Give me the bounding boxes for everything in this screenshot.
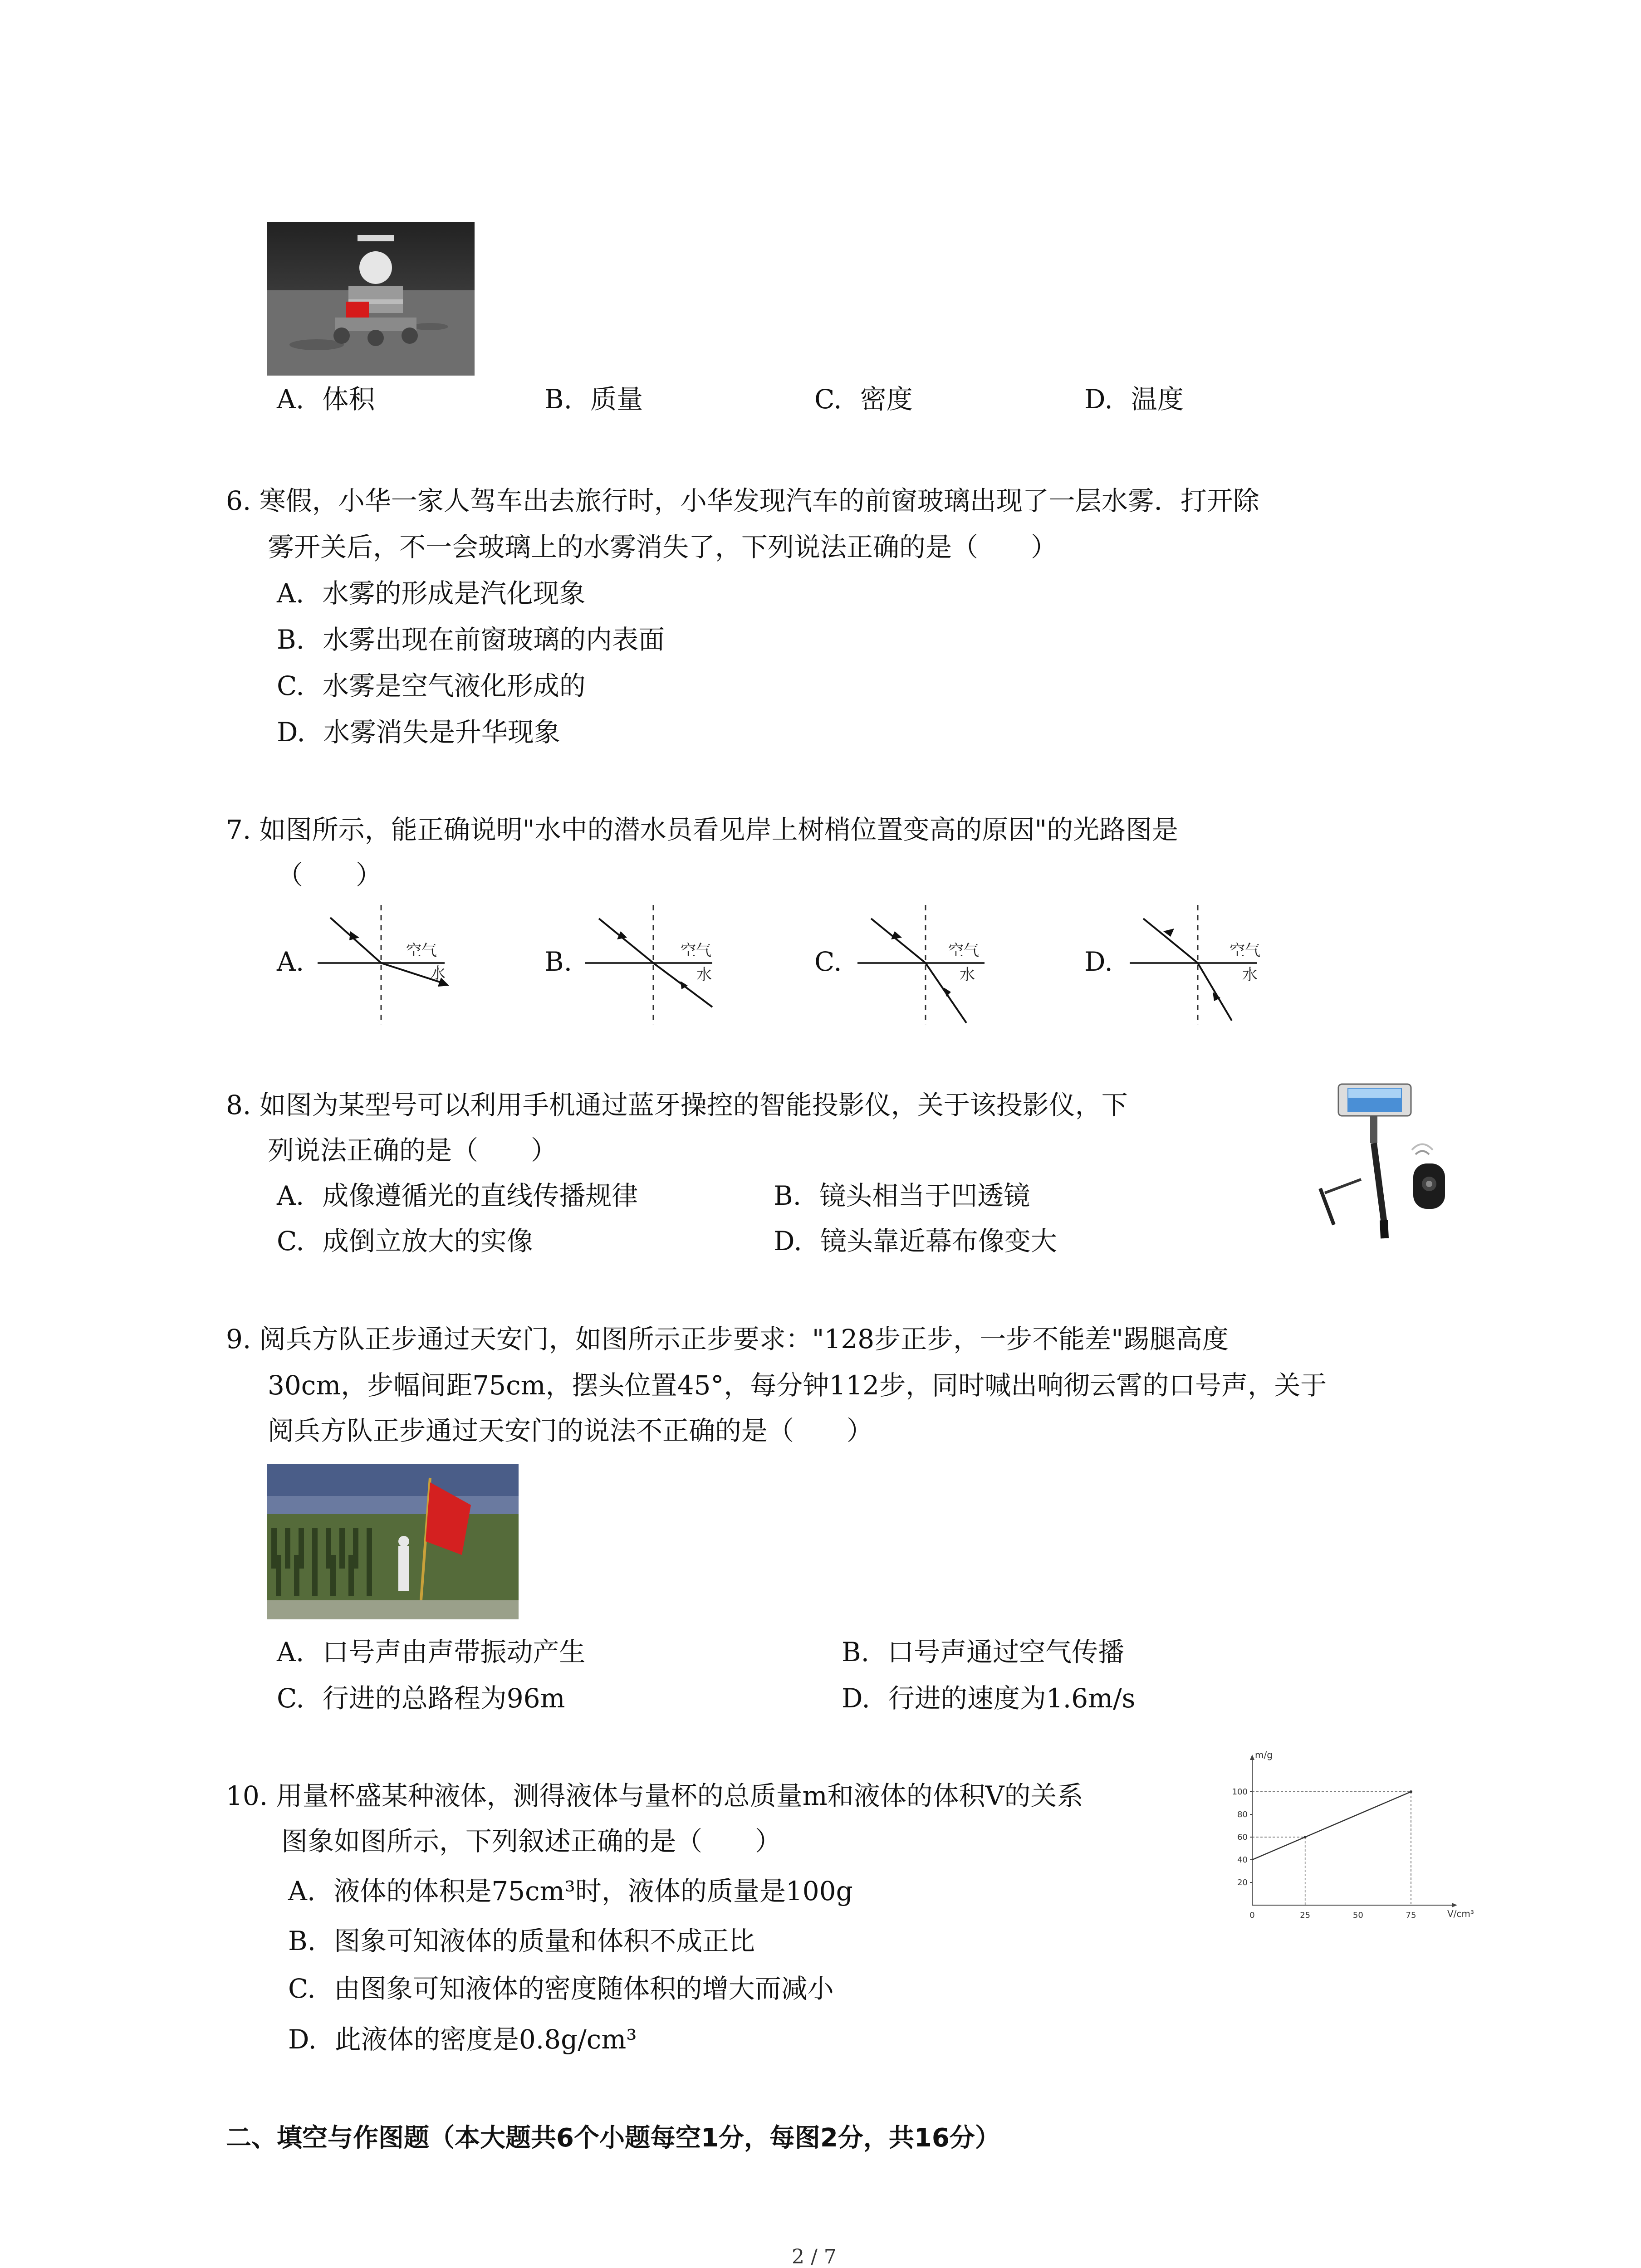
q10-stem-line1: 10. 用量杯盛某种液体，测得液体与量杯的总质量m和液体的体积V的关系 [226,1780,1083,1811]
q7-option-d-label: D. [1084,946,1113,977]
q7-b-air-label: 空气 [681,942,711,960]
parade-image [267,1464,519,1619]
y-axis-arrow [1250,1755,1254,1760]
q6-option-b: B. 水雾出现在前窗玻璃的内表面 [277,624,665,655]
q10-option-d: D. 此液体的密度是0.8g/cm³ [288,2024,637,2055]
q6-stem-line2: 雾开关后，不一会玻璃上的水雾消失了，下列说法正确的是（ ） [268,532,1058,562]
x-tick-label: 0 [1249,1911,1255,1920]
data-point [1304,1836,1307,1838]
q7-diagram-a [318,905,463,1027]
q7-b-water-label: 水 [696,966,712,984]
q9-option-a: A. 口号声由声带振动产生 [277,1637,586,1667]
lunar-rover-image [267,222,475,376]
q7-c-air-label: 空气 [948,942,979,960]
q10-option-a: A. 液体的体积是75cm³时，液体的质量是100g [288,1876,853,1906]
x-tick-label: 50 [1352,1911,1363,1920]
q6-stem-line1: 6. 寒假，小华一家人驾车出去旅行时，小华发现汽车的前窗玻璃出现了一层水雾．打开除 [226,485,1259,516]
q6-option-a: A. 水雾的形成是汽化现象 [277,578,586,609]
q7-stem-line1: 7. 如图所示，能正确说明"水中的潜水员看见岸上树梢位置变高的原因"的光路图是 [226,814,1179,845]
q7-diagram-c [857,905,1003,1027]
mass-volume-chart [1225,1750,1474,1923]
q5-option-c: C. 密度 [814,384,913,415]
q8-option-d: D. 镜头靠近幕布像变大 [774,1226,1057,1256]
q6-option-c: C. 水雾是空气液化形成的 [277,670,586,701]
q8-option-b: B. 镜头相当于凹透镜 [774,1180,1030,1211]
selfie-stick-image [1316,1080,1461,1243]
q9-stem-line2: 30cm，步幅间距75cm，摆头位置45°，每分钟112步，同时喊出响彻云霄的口号声，关于 [268,1370,1327,1401]
y-tick-label: 40 [1237,1855,1248,1865]
q5-option-b: B. 质量 [544,384,643,415]
data-point [1410,1790,1412,1793]
q8-stem-line1: 8. 如图为某型号可以利用手机通过蓝牙操控的智能投影仪，关于该投影仪，下 [226,1090,1128,1120]
q9-option-d: D. 行进的速度为1.6m/s [842,1683,1136,1714]
q7-diagram-b [585,905,730,1027]
q5-option-a: A. 体积 [277,384,375,415]
q9-stem-line1: 9. 阅兵方队正步通过天安门，如图所示正步要求："128步正步，一步不能差"踢腿高度 [226,1324,1229,1354]
q7-option-c-label: C. [814,946,842,977]
q9-option-c: C. 行进的总路程为96m [277,1683,565,1714]
x-tick-label: 25 [1300,1911,1311,1920]
y-tick-label: 60 [1237,1833,1248,1842]
q7-option-a-label: A. [277,946,304,977]
x-axis-label: V/cm³ [1447,1908,1474,1919]
q9-option-b: B. 口号声通过空气传播 [842,1637,1125,1667]
q8-option-a: A. 成像遵循光的直线传播规律 [277,1180,638,1211]
q7-c-water-label: 水 [960,966,975,984]
series-line [1252,1792,1411,1860]
q10-option-b: B. 图象可知液体的质量和体积不成正比 [288,1926,755,1956]
x-tick-label: 75 [1406,1911,1416,1920]
q8-option-c: C. 成倒立放大的实像 [277,1226,533,1256]
y-tick-label: 100 [1232,1787,1248,1797]
q8-stem-line2: 列说法正确的是（ ） [268,1135,558,1166]
y-tick-label: 80 [1237,1810,1248,1819]
q6-option-d: D. 水雾消失是升华现象 [277,717,560,748]
q10-stem-line2: 图象如图所示，下列叙述正确的是（ ） [281,1826,782,1857]
y-axis-label: m/g [1255,1750,1273,1760]
y-tick-label: 20 [1237,1878,1248,1887]
q7-a-air-label: 空气 [406,942,437,960]
q7-d-water-label: 水 [1242,966,1258,984]
q7-d-air-label: 空气 [1230,942,1260,960]
q7-stem-line2: （ ） [277,860,382,890]
page-number: 2 / 7 [792,2245,837,2268]
q9-stem-line3: 阅兵方队正步通过天安门的说法不正确的是（ ） [268,1415,873,1446]
q5-option-d: D. 温度 [1084,384,1184,415]
q10-option-c: C. 由图象可知液体的密度随体积的增大而减小 [288,1973,834,2004]
q7-option-b-label: B. [544,946,573,977]
q7-a-water-label: 水 [430,964,446,982]
q7-diagram-d [1130,905,1275,1027]
x-axis-arrow [1452,1903,1457,1907]
section2-title: 二、填空与作图题（本大题共6个小题每空1分，每图2分，共16分） [226,2123,1000,2153]
